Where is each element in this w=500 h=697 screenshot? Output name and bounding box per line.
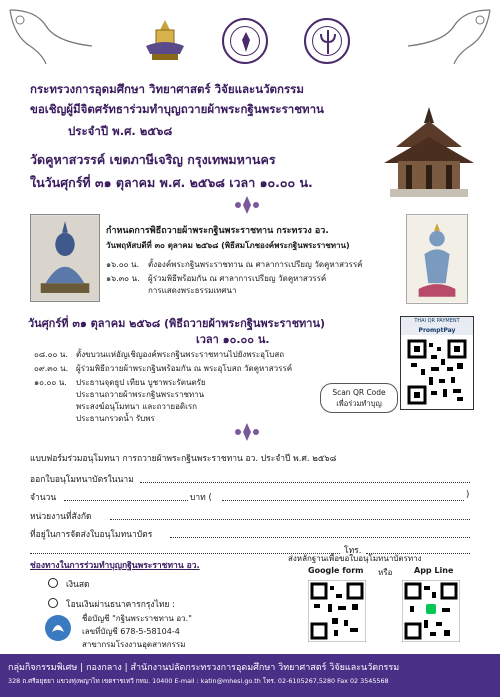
promptpay-qr-code[interactable] (400, 316, 474, 410)
corner-ornament-right-icon (404, 6, 494, 66)
schedule-item (34, 348, 284, 361)
header-invitation: ขอเชิญผู้มีจิตศรัทธาร่วมทำบุญถวายผ้าพระกฐินพระราชทาน (30, 102, 324, 116)
schedule-item (106, 284, 236, 297)
footer-organization: กลุ่มกิจกรรมพิเศษ | กองกลาง | สำนักงานปลัดกระทรวงการอุดมศึกษา วิทยาศาสตร์ วิจัยและนวัตกรรม (8, 663, 400, 673)
bubble-line2: เพื่อร่วมทำบุญ (336, 399, 382, 408)
footer-bar (0, 654, 500, 697)
schedule-item (34, 362, 292, 375)
corner-ornament-left-icon (6, 6, 96, 66)
scan-qr-bubble (320, 383, 398, 413)
google-form-qr-code[interactable] (308, 580, 366, 642)
close-paren: ) (466, 490, 470, 500)
schedule-title: กำหนดการพิธีถวายผ้าพระกฐินพระราชทาน กระทรวง อว. (106, 226, 329, 236)
header-date-time: ในวันศุกร์ที่ ๓๑ ตุลาคม พ.ศ. ๒๕๖๘ เวลา ๑๐.๐๐ น. (30, 175, 313, 190)
transfer-radio[interactable] (48, 598, 58, 608)
header-year: ประจำปี พ.ศ. ๒๕๖๘ (68, 124, 173, 138)
account-name: ชื่อบัญชี "กฐินพระราชทาน อว." (82, 614, 192, 623)
schedule-text: ประธานกรวดน้ำ รับพร (76, 414, 155, 423)
address-field[interactable] (170, 537, 470, 538)
ornament-divider-icon (234, 195, 260, 215)
phone-label: โทร. (344, 546, 362, 556)
schedule-time: ๐๘.๐๐ น. (34, 350, 68, 359)
schedule-text: ผู้ร่วมพิธีพร้อมกัน ณ ศาลาการเปรียญ วัดคูหาสวรรค์ (148, 274, 327, 283)
name-label: ออกใบอนุโมทนาบัตรในนาม (30, 475, 134, 485)
amount-words-field[interactable] (222, 500, 464, 501)
google-form-label: Google form (308, 566, 364, 575)
or-label: หรือ (378, 568, 393, 577)
schedule-text: ตั้งขบวนแห่อัญเชิญองค์พระกฐินพระราชทานไปยังพระอุโบสถ (76, 350, 285, 359)
qr-brand: PromptPay (418, 327, 456, 334)
qr-bank-header: THAI QR PAYMENT (414, 318, 460, 324)
header-ministry-name: กระทรวงการอุดมศึกษา วิทยาศาสตร์ วิจัยและนวัตกรรม (30, 82, 304, 96)
office-seal-logo (304, 18, 350, 64)
schedule-text: ประธานจุดธูป เทียน บูชาพระรัตนตรัย (76, 378, 206, 387)
krungthai-bank-logo (44, 614, 72, 642)
schedule-item (106, 258, 362, 271)
header-temple: วัดคูหาสวรรค์ เขตภาษีเจริญ กรุงเทพมหานคร (30, 152, 276, 167)
name-field[interactable] (140, 482, 470, 483)
thursday-heading: วันพฤหัสบดีที่ ๓๐ ตุลาคม ๒๕๖๘ (พิธีสมโภชองค์พระกฐินพระราชทาน) (106, 241, 350, 250)
buddha-statue-photo (30, 214, 100, 302)
transfer-option-label: โอนเงินผ่านธนาคารกรุงไทย : (66, 600, 175, 610)
schedule-text: การแสดงพระธรรมเทศนา (148, 286, 237, 295)
unit-label: หน่วยงานที่สังกัด (30, 512, 92, 522)
amount-label: จำนวน (30, 493, 57, 503)
schedule-text: ประธานถวายผ้าพระกฐินพระราชทาน (76, 390, 205, 399)
footer-contact: 328 ถ.ศรีอยุธยา แขวงทุ่งพญาไท เขตราชเทวี กทม. 10400 E-mail : katin@mhesi.go.th โทร. 02-6105267,5280 Fax 02 3545568 (8, 677, 389, 685)
ministry-seal-logo (222, 18, 268, 64)
trident-emblem-icon (316, 28, 340, 56)
schedule-text: ตั้งองค์พระกฐินพระราชทาน ณ ศาลาการเปรียญ วัดคูหาสวรรค์ (148, 260, 363, 269)
schedule-text: พระสงฆ์อนุโมทนา และถวายอดิเรก (76, 402, 197, 411)
baht-label: บาท ( (190, 493, 212, 503)
seal-emblem-icon (236, 30, 256, 54)
schedule-time: ๑๐.๐๐ น. (34, 378, 67, 387)
form-title: แบบฟอร์มร่วมอนุโมทนา การถวายผ้าพระกฐินพระราชทาน อว. ประจำปี พ.ศ. ๒๕๖๘ (30, 454, 337, 464)
participation-heading: ช่องทางในการร่วมทำบุญกฐินพระราชทาน อว. (30, 561, 200, 571)
app-line-qr-code[interactable] (402, 580, 460, 642)
temple-photo (376, 103, 482, 199)
ornament-divider-icon (234, 422, 260, 442)
app-line-label: App Line (414, 566, 454, 575)
qr-header (401, 317, 473, 335)
deity-statue-photo (406, 214, 468, 304)
account-number: เลขที่บัญชี 678-5-58104-4 (82, 627, 180, 636)
schedule-item (34, 412, 155, 425)
amount-field[interactable] (64, 500, 188, 501)
friday-heading: วันศุกร์ที่ ๓๑ ตุลาคม ๒๕๖๘ (พิธีถวายผ้าพระกฐินพระราชทาน) (28, 317, 326, 330)
schedule-time: ๑๖.๓๐ น. (106, 274, 140, 283)
qr-code-icon (407, 339, 467, 405)
cash-option-label: เงินสด (66, 580, 90, 590)
schedule-text: ผู้ร่วมพิธีถวายผ้าพระกฐินพร้อมกัน ณ พระอุโบสถ วัดคูหาสวรรค์ (76, 364, 293, 373)
address-label: ที่อยู่ในการจัดส่งใบอนุโมทนาบัตร (30, 530, 153, 540)
send-proof-note: ส่งหลักฐานเพื่อขอใบอนุโมทนาบัตรทาง (288, 554, 422, 563)
schedule-time: ๑๖.๐๐ น. (106, 260, 140, 269)
unit-field[interactable] (110, 519, 470, 520)
schedule-time: ๐๙.๓๐ น. (34, 364, 69, 373)
bubble-line1: Scan QR Code (332, 388, 386, 397)
royal-kathin-emblem-icon (140, 18, 190, 66)
friday-time: เวลา ๑๐.๐๐ น. (196, 333, 270, 346)
cash-radio[interactable] (48, 578, 58, 588)
bank-branch: สาขากรมโรงงานอุตสาหกรรม (82, 640, 186, 649)
